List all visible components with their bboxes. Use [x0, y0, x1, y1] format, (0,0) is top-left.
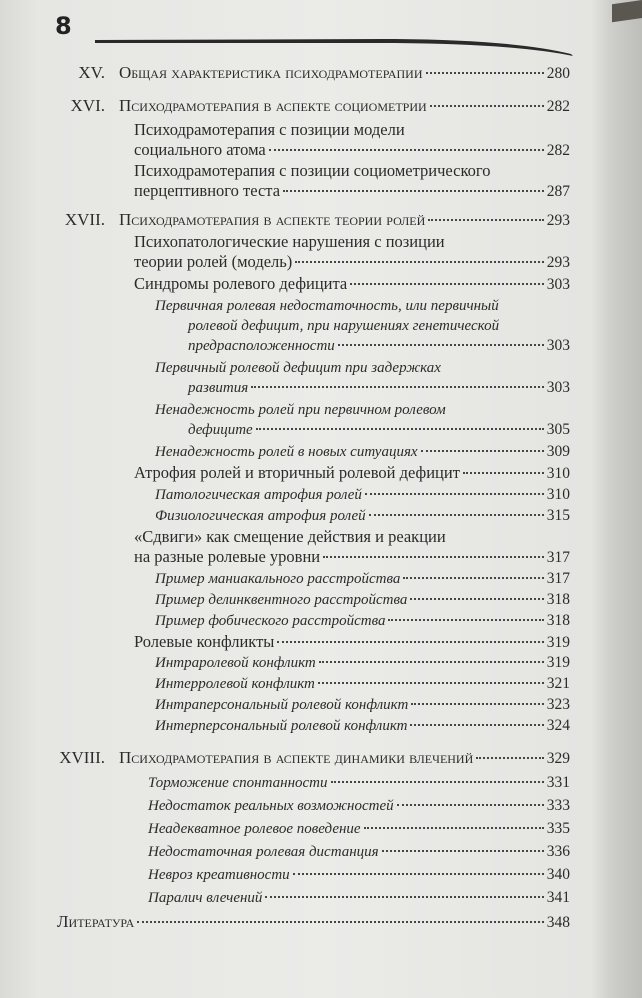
- page-ref: 331: [546, 774, 570, 791]
- page-ref: 282: [546, 98, 570, 115]
- page-ref: 310: [546, 486, 570, 503]
- entry-title-line: Психодрамотерапия в аспекте социометрии: [119, 96, 427, 115]
- dot-leader: [293, 873, 544, 875]
- dot-leader: [331, 781, 544, 783]
- entry-title-line: Психодрамотерапия с позиции модели: [134, 120, 405, 139]
- chapter-number: XVI.: [70, 96, 105, 115]
- dot-leader: [251, 386, 544, 388]
- dot-leader: [269, 149, 544, 151]
- page-ref: 287: [546, 183, 570, 200]
- page-ref: 315: [546, 507, 570, 524]
- page-ref: 305: [546, 421, 570, 438]
- page-ref: 310: [546, 465, 570, 482]
- entry-title-line: Неадекватное ролевое поведение: [148, 821, 361, 837]
- page-ref: 282: [546, 142, 570, 159]
- page-ref: 317: [546, 549, 570, 566]
- dot-leader: [137, 921, 544, 923]
- dot-leader: [476, 757, 543, 759]
- entry-title-line: Первичная ролевая недостаточность, или первичный: [155, 298, 499, 314]
- page-ref: 348: [546, 914, 570, 931]
- entry-title-line: Недостаточная ролевая дистанция: [148, 844, 379, 860]
- page-number: 8: [55, 12, 72, 40]
- dot-leader: [319, 661, 544, 663]
- book-edge-shadow: [612, 0, 642, 22]
- entry-title-line: на разные ролевые уровни: [134, 547, 321, 566]
- page-ref: 293: [546, 212, 570, 229]
- entry-title-line: Недостаток реальных возможностей: [148, 798, 394, 814]
- chapter-number: XVII.: [64, 210, 105, 229]
- page-ref: 323: [546, 696, 570, 713]
- entry-title-line: Психодрамотерапия в аспекте теории ролей: [119, 210, 426, 229]
- page-ref: 321: [546, 675, 570, 692]
- entry-title-line: Литература: [57, 912, 135, 931]
- dot-leader: [318, 682, 544, 684]
- entry-title-line: развития: [188, 380, 249, 396]
- dot-leader: [350, 283, 544, 285]
- entry-title-line: Синдромы ролевого дефицита: [134, 274, 348, 293]
- entry-title-line: Пример фобического расстройства: [155, 613, 386, 629]
- page-ref: 303: [546, 276, 570, 293]
- dot-leader: [410, 598, 543, 600]
- dot-leader: [430, 105, 544, 107]
- chapter-number: XV.: [78, 63, 105, 82]
- dot-leader: [428, 219, 543, 221]
- dot-leader: [364, 827, 544, 829]
- entry-title-line: Общая характеристика психодрамотерапии: [119, 63, 423, 82]
- dot-leader: [365, 493, 544, 495]
- entry-title-line: «Сдвиги» как смещение действия и реакции: [134, 527, 446, 546]
- dot-leader: [277, 641, 543, 643]
- dot-leader: [411, 703, 543, 705]
- page-ref: 340: [546, 866, 570, 883]
- entry-title-line: Интерролевой конфликт: [155, 676, 315, 692]
- entry-title-line: Пример маниакального расстройства: [155, 571, 401, 587]
- entry-title-line: Физиологическая атрофия ролей: [155, 508, 366, 524]
- page-ref: 317: [546, 570, 570, 587]
- page-ref: 303: [546, 379, 570, 396]
- dot-leader: [265, 896, 543, 898]
- header-rule: [95, 34, 575, 64]
- dot-leader: [397, 804, 544, 806]
- dot-leader: [403, 577, 543, 579]
- page-ref: 335: [546, 820, 570, 837]
- dot-leader: [382, 850, 544, 852]
- entry-title-line: перцептивного теста: [134, 181, 281, 200]
- entry-title-line: Пример делинквентного расстройства: [155, 592, 408, 608]
- entry-title-line: Первичный ролевой дефицит при задержках: [155, 360, 441, 376]
- chapter-number: XVIII.: [59, 748, 105, 767]
- page-ref: 318: [546, 591, 570, 608]
- entry-title-line: Атрофия ролей и вторичный ролевой дефицит: [134, 463, 460, 482]
- page-ref: 309: [546, 443, 570, 460]
- page-ref: 333: [546, 797, 570, 814]
- dot-leader: [283, 190, 544, 192]
- entry-title-line: Интраперсональный ролевой конфликт: [155, 697, 409, 713]
- entry-title-line: Ролевые конфликты: [134, 632, 275, 651]
- dot-leader: [256, 428, 544, 430]
- entry-title-line: Невроз креативности: [148, 867, 290, 883]
- entry-title-line: Ненадежность ролей в новых ситуациях: [155, 444, 418, 460]
- entry-title-line: предрасположенности: [188, 338, 335, 354]
- entry-title-line: теории ролей (модель): [134, 252, 293, 271]
- page-ref: 293: [546, 254, 570, 271]
- dot-leader: [410, 724, 543, 726]
- dot-leader: [426, 72, 544, 74]
- entry-title-line: Интерперсональный ролевой конфликт: [155, 718, 408, 734]
- page-ref: 319: [546, 654, 570, 671]
- dot-leader: [388, 619, 543, 621]
- dot-leader: [421, 450, 544, 452]
- dot-leader: [338, 344, 544, 346]
- page-ref: 303: [546, 337, 570, 354]
- entry-title-line: дефиците: [188, 422, 253, 438]
- entry-title-line: Патологическая атрофия ролей: [155, 487, 362, 503]
- entry-title-line: социального атома: [134, 140, 266, 159]
- entry-title-line: Психопатологические нарушения с позиции: [134, 232, 445, 251]
- entry-title-line: Ненадежность ролей при первичном ролевом: [155, 402, 446, 418]
- dot-leader: [295, 261, 543, 263]
- page-ref: 329: [546, 750, 570, 767]
- page-ref: 341: [546, 889, 570, 906]
- entry-title-line: Торможение спонтанности: [148, 775, 328, 791]
- entry-title-line: Паралич влечений: [148, 890, 263, 906]
- entry-title-line: Психодрамотерапия с позиции социометрического: [134, 161, 491, 180]
- dot-leader: [323, 556, 544, 558]
- dot-leader: [463, 472, 544, 474]
- page-ref: 324: [546, 717, 570, 734]
- page-ref: 336: [546, 843, 570, 860]
- page-ref: 319: [546, 634, 570, 651]
- entry-title-line: Интраролевой конфликт: [155, 655, 316, 671]
- entry-title-line: ролевой дефицит, при нарушениях генетической: [188, 318, 500, 334]
- entry-title-line: Психодрамотерапия в аспекте динамики влечений: [119, 748, 474, 767]
- dot-leader: [369, 514, 544, 516]
- page-ref: 280: [546, 65, 570, 82]
- page-ref: 318: [546, 612, 570, 629]
